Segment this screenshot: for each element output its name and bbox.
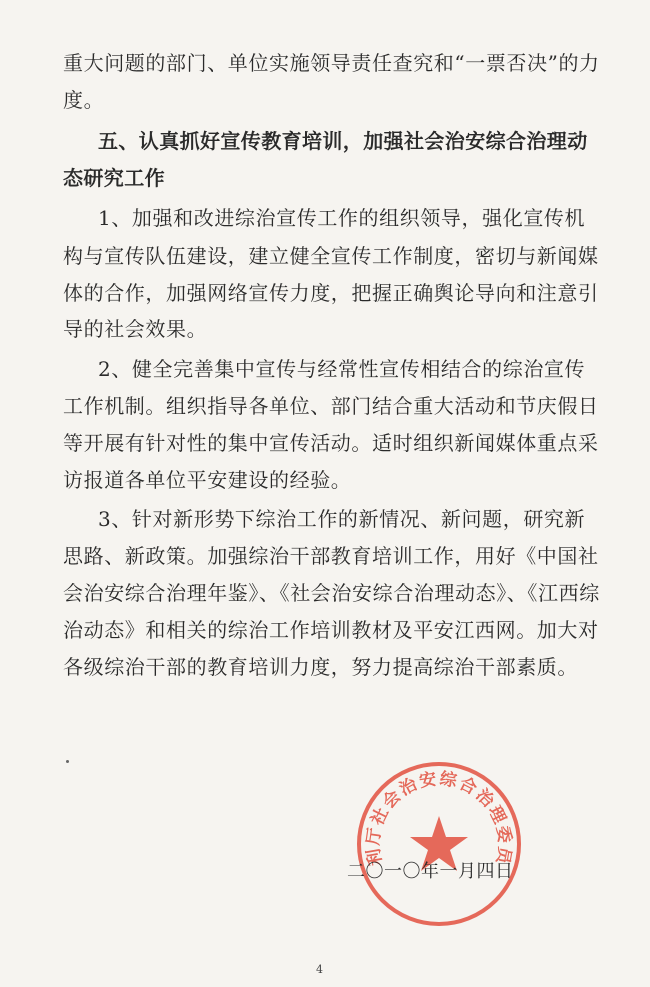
para1-line-2: 构与宣传队伍建设，建立健全宣传工作制度，密切与新闻媒 (63, 244, 599, 268)
para1-line-1: 1、加强和改进综治宣传工作的组织领导，强化宣传机 (98, 206, 586, 230)
official-seal (355, 760, 523, 928)
text-line-1: 重大问题的部门、单位实施领导责任查究和“一票否决”的力 (63, 51, 600, 75)
section-heading-line-2: 态研究工作 (63, 166, 165, 190)
para3-line-3: 会治安综合治理年鉴》、《社会治安综合治理动态》、《江西综 (63, 581, 600, 605)
para2-line-2: 工作机制。组织指导各单位、部门结合重大活动和节庆假日 (63, 394, 599, 418)
text-line-2: 度。 (63, 88, 105, 112)
page-number: 4 (316, 963, 323, 976)
para3-line-2: 思路、新政策。加强综治干部教育培训工作，用好《中国社 (63, 544, 599, 568)
para2-line-3: 等开展有针对性的集中宣传活动。适时组织新闻媒体重点采 (63, 431, 599, 455)
section-heading-line-1: 五、认真抓好宣传教育培训，加强社会治安综合治理动 (98, 129, 588, 153)
seal-text: 利厅社会治安综合治理委员 (363, 769, 515, 868)
para1-line-4: 导的社会效果。 (63, 317, 208, 341)
para3-line-4: 治动态》和相关的综治工作培训教材及平安江西网。加大对 (63, 618, 599, 642)
document-date: 二〇一〇年一月四日 (347, 861, 514, 882)
para2-line-1: 2、健全完善集中宣传与经常性宣传相结合的综治宣传 (98, 357, 586, 381)
para3-line-5: 各级综治干部的教育培训力度，努力提高综治干部素质。 (63, 655, 578, 679)
para1-line-3: 体的合作，加强网络宣传力度，把握正确舆论导向和注意引 (63, 281, 599, 305)
stray-mark (66, 760, 69, 763)
seal-graphic (355, 760, 523, 928)
para2-line-4: 访报道各单位平安建设的经验。 (63, 468, 352, 492)
para3-line-1: 3、针对新形势下综治工作的新情况、新问题，研究新 (98, 507, 586, 531)
